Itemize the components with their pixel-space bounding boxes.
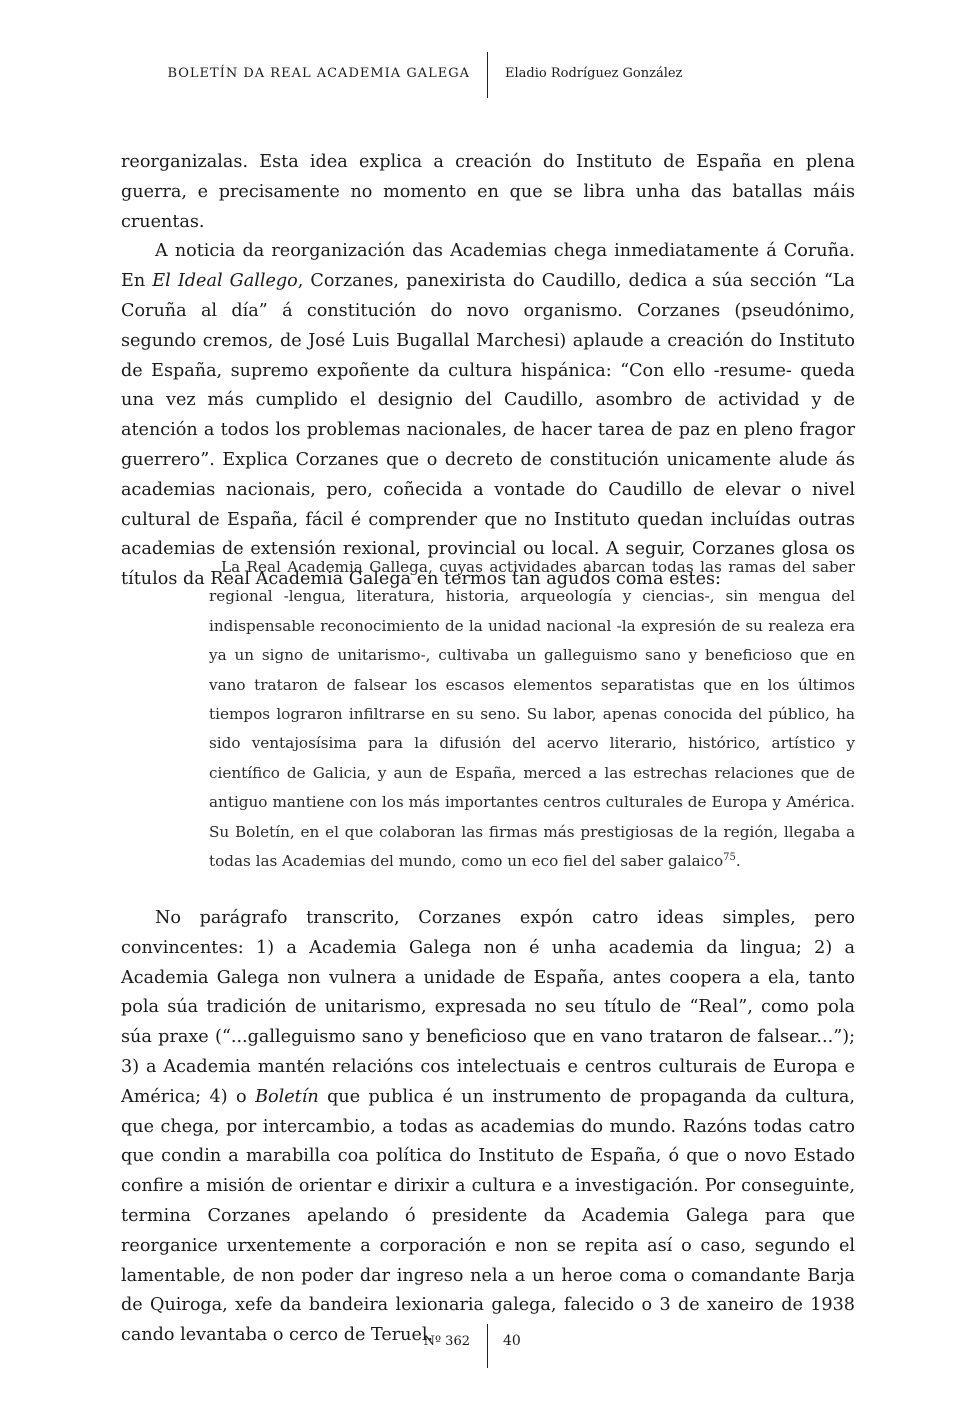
issue-number: Nº 362: [423, 1334, 470, 1349]
paragraph-1: reorganizalas. Esta idea explica a creación do Instituto de España en plena guerra, e precisamente no momento en que se libra unha das batallas máis cruentas.: [121, 152, 855, 232]
paragraph-2-end: , Corzanes, panexirista do Caudillo, dedica a súa sección “La Coruña al día” á constitución do novo organismo. Corzanes (pseudónimo, segundo cremos, de José Luis Bugallal Marchesi) aplaude a creación do Instituto de España, supremo expoñente da cultura hispánica: “Con ello -resume- queda una vez más cumplido el designio del Caudillo, asombro de actividad y de atención a todos los problemas nacionales, de hacer tarea de paz en pleno fragor guerrero”. Explica Corzanes que o decreto de constitución unicamente alude ás academias nacionais, pero, coñecida a vontade do Caudillo de elevar o nivel cultural de España, fácil é comprender que no Instituto quedan incluídas outras academias de extensión rexional, provincial ou local. A seguir, Corzanes glosa os títulos da Real Academia Galega en termos tan agudos coma estes:: [121, 271, 855, 590]
page-number: 40: [503, 1333, 521, 1349]
paragraph-3-end: que publica é un instrumento de propaganda da cultura, que chega, por intercambio, a todas as academias do mundo. Razóns todas catro que condin a marabilla coa política do Instituto de España, ó que o novo Estado confire a misión de orientar e dirixir a cultura e a investigación. Por conseguinte, termina Corzanes apelando ó presidente da Academia Galega para que reorganice urxentemente a corporación e non se repita así o caso, segundo el lamentable, de non poder dar ingreso nela a un heroe coma o comandante Barja de Quiroga, xefe da bandeira lexionaria galega, falecido o 3 de xaneiro de 1938 cando levantaba o cerco de Teruel.: [121, 1086, 855, 1346]
quote-text: La Real Academia Gallega, cuyas actividades abarcan todas las ramas del saber regional -lengua, literatura, historia, arqueología y ciencias-, sin mengua del indispensable reconocimiento de la unidad nacional -la expresión de su realeza era ya un signo de unitarismo-, cultivaba un galleguismo sano y beneficioso que en vano trataron de falsear los escasos elementos separatistas que en los últimos tiempos lograron infiltrarse en su seno. Su labor, apenas conocida del público, ha sido ventajosísima para la difusión del acervo literario, histórico, artístico y científico de Galicia, y aun de España, merced a las estrechas relaciones que de antiguo mantiene con los más importantes centros culturales de Europa y América. Su Boletín, en el que colaboran las firmas más prestigiosas de la región, llegaba a todas las Academias del mundo, como un eco fiel del saber galaico: [209, 558, 855, 871]
main-text-bottom: [121, 904, 855, 1351]
main-text-top: [121, 148, 855, 595]
header-separator: [487, 52, 488, 98]
journal-title: BOLETÍN DA REAL ACADEMIA GALEGA: [167, 66, 470, 81]
paragraph-2: [121, 237, 855, 595]
block-quote: [209, 553, 855, 876]
paragraph-2-start: A noticia da reorganización das Academias chega inmediatamente á Coruña. En: [121, 241, 855, 292]
article-author: Eladio Rodríguez González: [505, 66, 683, 81]
footer-separator: [487, 1324, 488, 1368]
paragraph-3-start: No parágrafo transcrito, Corzanes expón catro ideas simples, pero convincentes: 1) a Academia Galega non é unha academia da lingua; 2) a Academia Galega non vulnera a unidade de España, antes coopera a ela, tanto pola súa tradición de unitarismo, expresada no seu título de “Real”, como pola súa praxe (“...galleguismo sano y beneficioso que en vano trataron de falsear...”); 3) a Academia mantén relacións cos intelectuais e centros culturais de Europa e América; 4) o: [121, 908, 855, 1107]
paragraph-3: [121, 904, 855, 1351]
newspaper-title: El Ideal Gallego: [152, 271, 298, 292]
page-footer: [0, 1324, 975, 1368]
quote-end: .: [735, 852, 741, 871]
running-header: [0, 52, 975, 100]
quote-paragraph: [209, 553, 855, 876]
boletin-italic: Boletín: [255, 1086, 319, 1107]
footnote-ref[interactable]: 75: [723, 852, 736, 863]
